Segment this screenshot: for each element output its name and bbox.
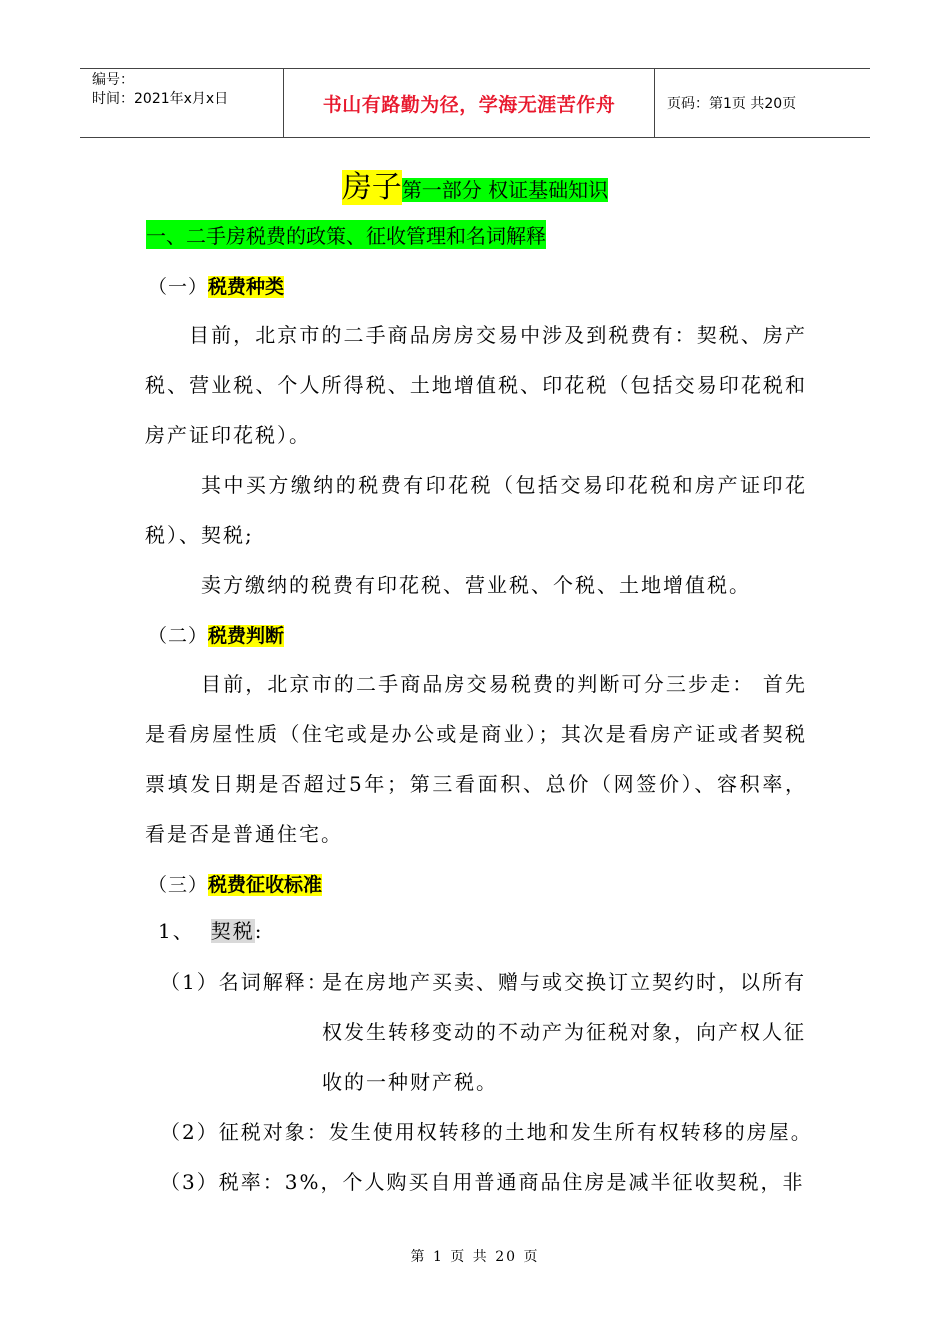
subheading-number: （二） [148,625,209,647]
tax-object-line: （2）征税对象：发生使用权转移的土地和发生所有权转移的房屋。 [160,1120,813,1144]
page-header [80,68,870,138]
document-title [0,162,950,206]
paragraph-seller-taxes: 卖方缴纳的税费有印花税、营业税、个税、土地增值税。 [201,573,751,597]
time-label: 时间：2021年x月x日 [92,91,229,107]
subheading-number: （一） [148,276,209,298]
page-footer: 第 1 页 共 20 页 [410,1249,540,1265]
definition-label: （1）名词解释： [160,970,329,994]
serial-label: 编号： [92,72,134,88]
list-item-deed-tax [158,906,263,956]
title-prefix: 房子 [341,170,402,205]
subheading-tax-standards [148,870,322,897]
subheading-tax-types [148,272,284,299]
header-motto-cell [283,69,655,137]
subheading-number: （三） [148,874,209,896]
header-meta [80,69,283,137]
subheading-tax-judgement [148,621,284,648]
header-motto: 书山有路勤为径，学海无涯苦作舟 [322,93,616,116]
definition-text: 是在房地产买卖、赠与或交换订立契约时，以所有权发生转移变动的不动产为征税对象，向产权人征收的一种财产税。 [322,970,806,1094]
paragraph-tax-overview: 目前，北京市的二手商品房房交易中涉及到税费有：契税、房产税、营业税、个人所得税、土地增值税、印花税（包括交易印花税和房产证印花税）。 [145,323,807,447]
header-page-info-cell [655,69,870,137]
subheading-label: 税费征收标准 [208,874,323,896]
paragraph-buyer-taxes: 其中买方缴纳的税费有印花税（包括交易印花税和房产证印花税）、契税; [145,473,807,547]
tax-rate-line: （3）税率：3%，个人购买自用普通商品住房是减半征收契税，非 [160,1170,805,1194]
list-item-colon: : [254,919,264,943]
section-heading: 一、二手房税费的政策、征收管理和名词解释 [146,220,546,249]
title-main: 第一部分 权证基础知识 [401,178,609,202]
subheading-label: 税费种类 [208,276,285,298]
list-item-number: 1、 [158,919,195,943]
list-item-label: 契税 [210,919,255,943]
paragraph-judgement-steps: 目前，北京市的二手商品房交易税费的判断可分三步走： 首先是看房屋性质（住宅或是办公或是商业）；其次是看房产证或者契税票填发日期是否超过5年；第三看面积、总价（网签价）、容积率，看是否是普通住宅。 [145,672,807,846]
subheading-label: 税费判断 [208,625,285,647]
header-page-info: 页码：第1页 共20页 [667,96,797,112]
